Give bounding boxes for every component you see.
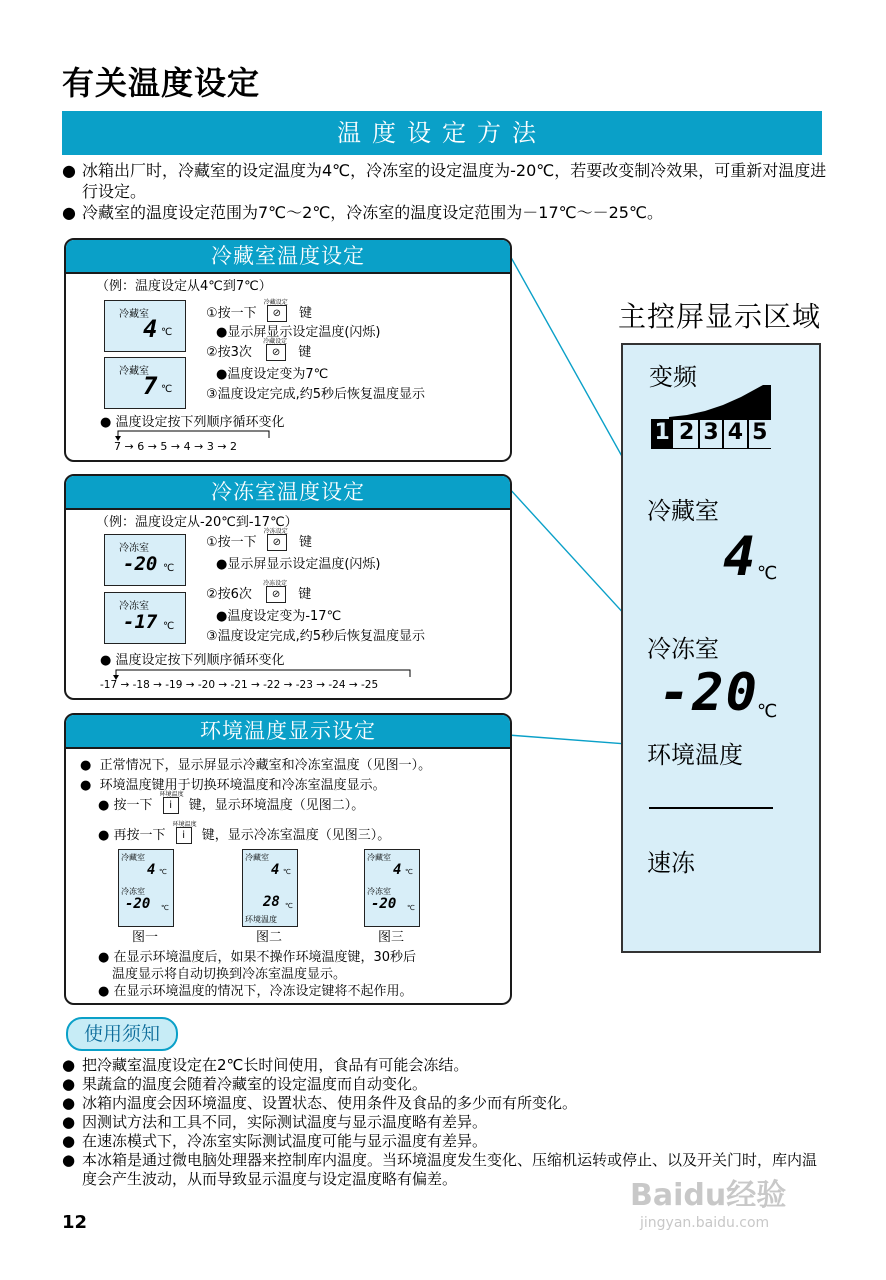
- ambient-temp-key[interactable]: 环境温度 i: [163, 797, 179, 814]
- note-text: 在速冻模式下，冷冻室实际测试温度可能与显示温度有差异。: [82, 1132, 488, 1150]
- control-display: [621, 343, 821, 953]
- ambient-note-2: ● 在显示环境温度的情况下，冷冻设定键将不起作用。: [98, 984, 413, 999]
- ambient-figure-3: [364, 849, 420, 927]
- ambient-line-2: ● 环境温度键用于切换环境温度和冷冻室温度显示。: [80, 778, 386, 793]
- fig-bottom-value: -20: [125, 896, 151, 912]
- ambient-figure-1: [118, 849, 174, 927]
- freezer-step-2-sub: ●温度设定变为-17℃: [216, 609, 342, 624]
- step-key-text: 键: [298, 587, 312, 602]
- watermark-logo: Baidu经验: [630, 1178, 787, 1213]
- fridge-cycle-label: ● 温度设定按下列顺序循环变化: [100, 415, 285, 430]
- ambient-press-2: ● 再按一下 环境温度 i 键，显示冷冻室温度（见图三）。: [98, 827, 390, 844]
- freezer-step-1-sub: ●显示屏显示设定温度(闪烁): [216, 557, 381, 572]
- lcd-value: 7: [143, 372, 158, 400]
- list-item: ● 把冷藏室温度设定在2℃长时间使用，食品有可能会冻结。: [62, 1056, 469, 1074]
- fig-mid-label: 冷冻室: [367, 887, 391, 896]
- level-3: 3: [700, 420, 724, 448]
- ambient-line-1-text: 正常情况下，显示屏显示冷藏室和冷冻室温度（见图一）。: [99, 758, 432, 773]
- press-text: 再按一下: [113, 828, 166, 843]
- note-text: 把冷藏室温度设定在2℃长时间使用，食品有可能会冻结。: [82, 1056, 469, 1074]
- notes-badge: 使用须知: [66, 1017, 178, 1051]
- intro-item: ● 冷藏室的温度设定范围为7℃～2℃，冷冻室的温度设定范围为－17℃～－25℃。: [62, 203, 663, 222]
- fig-bottom-value: 28: [263, 894, 280, 910]
- fridge-step-1-sub: ●显示屏显示设定温度(闪烁): [216, 325, 381, 340]
- section-banner: 温度设定方法: [62, 111, 822, 155]
- fridge-lcd-2: [104, 357, 186, 409]
- lcd-label: 冷冻室: [119, 543, 149, 554]
- lcd-unit: ℃: [161, 384, 173, 395]
- watermark-url: jingyan.baidu.com: [640, 1215, 770, 1231]
- ambient-press-1: ● 按一下 环境温度 i 键，显示环境温度（见图二）。: [98, 797, 364, 814]
- ambient-figure-2-caption: 图二: [256, 930, 283, 945]
- fig-unit: ℃: [405, 868, 413, 876]
- page-title: 有关温度设定: [62, 64, 261, 102]
- fridge-setting-panel: [64, 238, 512, 462]
- fridge-step-3: ③温度设定完成,约5秒后恢复温度显示: [206, 387, 426, 402]
- fridge-set-key[interactable]: 冷藏设定 ⊘: [267, 305, 287, 322]
- lcd-unit: ℃: [163, 621, 175, 632]
- freezer-lcd-1: [104, 534, 186, 586]
- lcd-unit: ℃: [161, 327, 173, 338]
- list-item: ● 冰箱内温度会因环境温度、设置状态、使用条件及食品的多少而有所变化。: [62, 1094, 578, 1112]
- fig-top-label: 冷藏室: [121, 853, 145, 862]
- lcd-label: 冷藏室: [119, 309, 149, 320]
- fig-bottom-value: -20: [371, 896, 397, 912]
- freezer-setting-panel: [64, 474, 512, 700]
- freezer-cycle-label: ● 温度设定按下列顺序循环变化: [100, 653, 285, 668]
- key-caption: 环境温度: [172, 821, 197, 828]
- fridge-display-label: 冷藏室: [647, 497, 719, 525]
- press-text: 按一下: [113, 798, 153, 813]
- lcd-value: 4: [143, 315, 158, 343]
- freezer-set-key[interactable]: 冷冻设定 ⊘: [266, 586, 286, 603]
- freezer-set-key[interactable]: 冷冻设定 ⊘: [267, 534, 287, 551]
- fig-unit: ℃: [407, 904, 415, 912]
- intro-item: ● 冰箱出厂时，冷藏室的设定温度为4℃，冷冻室的设定温度为-20℃，若要改变制冷效果，可重新对温度进行设定。: [62, 160, 832, 202]
- level-2: 2: [675, 420, 699, 448]
- level-4: 4: [724, 420, 748, 448]
- step-text: ②按3次: [206, 345, 252, 360]
- inverter-label: 变频: [649, 363, 697, 391]
- ambient-panel-header: 环境温度显示设定: [66, 715, 510, 749]
- lcd-label: 冷冻室: [119, 601, 149, 612]
- fridge-cycle-sequence: 7 → 6 → 5 → 4 → 3 → 2: [114, 440, 238, 453]
- page-number: 12: [62, 1212, 88, 1233]
- lcd-label: 冷藏室: [119, 366, 149, 377]
- inverter-levels: [651, 420, 771, 448]
- freezer-step-1: [206, 528, 312, 551]
- lcd-value: -17: [123, 611, 158, 633]
- freezer-lcd-2: [104, 592, 186, 644]
- ambient-note-1a: 在显示环境温度后，如果不操作环境温度键，30秒后: [113, 950, 417, 965]
- freezer-step-2: [206, 580, 312, 603]
- fig-top-value: 4: [271, 862, 280, 878]
- fridge-panel-header: 冷藏室温度设定: [66, 240, 510, 274]
- note-text: 因测试方法和工具不同，实际测试温度与显示温度略有差异。: [82, 1113, 488, 1131]
- fridge-lcd-1: [104, 300, 186, 352]
- level-1: 1: [651, 420, 675, 448]
- key-caption: 冷藏设定: [263, 338, 288, 345]
- freezer-display-value: -20: [659, 663, 759, 723]
- step-text: ①按一下: [206, 535, 257, 550]
- fridge-step-2: [206, 338, 312, 361]
- ambient-line-2-text: 环境温度键用于切换环境温度和冷冻室温度显示。: [99, 778, 386, 793]
- freezer-step-3: ③温度设定完成,约5秒后恢复温度显示: [206, 629, 426, 644]
- ambient-figure-2: [242, 849, 298, 927]
- list-item: ● 果蔬盒的温度会随着冷藏室的设定温度而自动变化。: [62, 1075, 428, 1093]
- ambient-temp-key[interactable]: 环境温度 i: [176, 827, 192, 844]
- fig-unit: ℃: [161, 904, 169, 912]
- ambient-display-label: 环境温度: [647, 741, 743, 769]
- step-key-text: 键: [298, 306, 312, 321]
- list-item: ● 因测试方法和工具不同，实际测试温度与显示温度略有差异。: [62, 1113, 488, 1131]
- freezer-display-label: 冷冻室: [647, 635, 719, 663]
- ambient-figure-1-caption: 图一: [132, 930, 159, 945]
- freezer-display-unit: ℃: [757, 701, 778, 722]
- press-text: 键，显示冷冻室温度（见图三）。: [201, 828, 391, 843]
- fridge-step-1: [206, 299, 312, 322]
- intro-text-2: 冷藏室的温度设定范围为7℃～2℃，冷冻室的温度设定范围为－17℃～－25℃。: [82, 203, 663, 222]
- level-5: 5: [749, 420, 771, 448]
- note-text: 果蔬盒的温度会随着冷藏室的设定温度而自动变化。: [82, 1075, 428, 1093]
- lcd-value: -20: [123, 553, 158, 575]
- list-item: ● 本冰箱是通过微电脑处理器来控制库内温度。当环境温度发生变化、压缩机运转或停止、以及开关门时，库内温度会产生波动，从而导致显示温度与设定温度略有偏差。: [62, 1151, 822, 1189]
- fig-unit: ℃: [285, 902, 293, 910]
- note-text: 本冰箱是通过微电脑处理器来控制库内温度。当环境温度发生变化、压缩机运转或停止、以及开关门时，库内温度会产生波动，从而导致显示温度与设定温度略有偏差。: [82, 1151, 818, 1188]
- key-caption: 冷冻设定: [263, 580, 288, 587]
- step-key-text: 键: [298, 345, 312, 360]
- quick-freeze-label: 速冻: [647, 849, 695, 877]
- ambient-note-1: ● 在显示环境温度后，如果不操作环境温度键，30秒后: [98, 950, 417, 965]
- fig-top-label: 冷藏室: [245, 853, 269, 862]
- ambient-line-1: ● 正常情况下，显示屏显示冷藏室和冷冻室温度（见图一）。: [80, 758, 432, 773]
- key-caption: 冷藏设定: [263, 299, 288, 306]
- ambient-figure-3-caption: 图三: [378, 930, 405, 945]
- intro-text-1: 冰箱出厂时，冷藏室的设定温度为4℃，冷冻室的设定温度为-20℃，若要改变制冷效果，可重新对温度进行设定。: [82, 161, 827, 201]
- fridge-display-value: 4: [723, 525, 758, 588]
- fig-unit: ℃: [159, 868, 167, 876]
- step-text: ②按6次: [206, 587, 252, 602]
- ambient-note-1b: 温度显示将自动切换到冷冻室温度显示。: [112, 967, 347, 982]
- fig-top-value: 4: [393, 862, 402, 878]
- fridge-display-unit: ℃: [757, 563, 778, 584]
- key-caption: 环境温度: [159, 791, 184, 798]
- freezer-example: （例：温度设定从-20℃到-17℃）: [96, 515, 298, 530]
- fridge-step-2-sub: ●温度设定变为7℃: [216, 367, 329, 382]
- fridge-example: （例：温度设定从4℃到7℃）: [96, 279, 272, 294]
- fig-mid-label: 冷冻室: [121, 887, 145, 896]
- step-key-text: 键: [298, 535, 312, 550]
- press-text: 键，显示环境温度（见图二）。: [188, 798, 365, 813]
- fig-top-value: 4: [147, 862, 156, 878]
- display-area-title: 主控屏显示区域: [618, 300, 822, 333]
- key-caption: 冷冻设定: [263, 528, 288, 535]
- freezer-cycle-sequence: -17 → -18 → -19 → -20 → -21 → -22 → -23 → -24 → -25: [100, 679, 379, 691]
- note-text: 冰箱内温度会因环境温度、设置状态、使用条件及食品的多少而有所变化。: [82, 1094, 578, 1112]
- ambient-note-2-text: 在显示环境温度的情况下，冷冻设定键将不起作用。: [113, 984, 413, 999]
- fridge-set-key[interactable]: 冷藏设定 ⊘: [266, 344, 286, 361]
- lcd-unit: ℃: [163, 563, 175, 574]
- display-divider: [649, 807, 773, 809]
- fig-top-label: 冷藏室: [367, 853, 391, 862]
- step-text: ①按一下: [206, 306, 257, 321]
- ambient-setting-panel: [64, 713, 512, 1005]
- list-item: ● 在速冻模式下，冷冻室实际测试温度可能与显示温度有差异。: [62, 1132, 488, 1150]
- fig-unit: ℃: [283, 868, 291, 876]
- fig-bottom-label: 环境温度: [245, 915, 277, 924]
- freezer-panel-header: 冷冻室温度设定: [66, 476, 510, 510]
